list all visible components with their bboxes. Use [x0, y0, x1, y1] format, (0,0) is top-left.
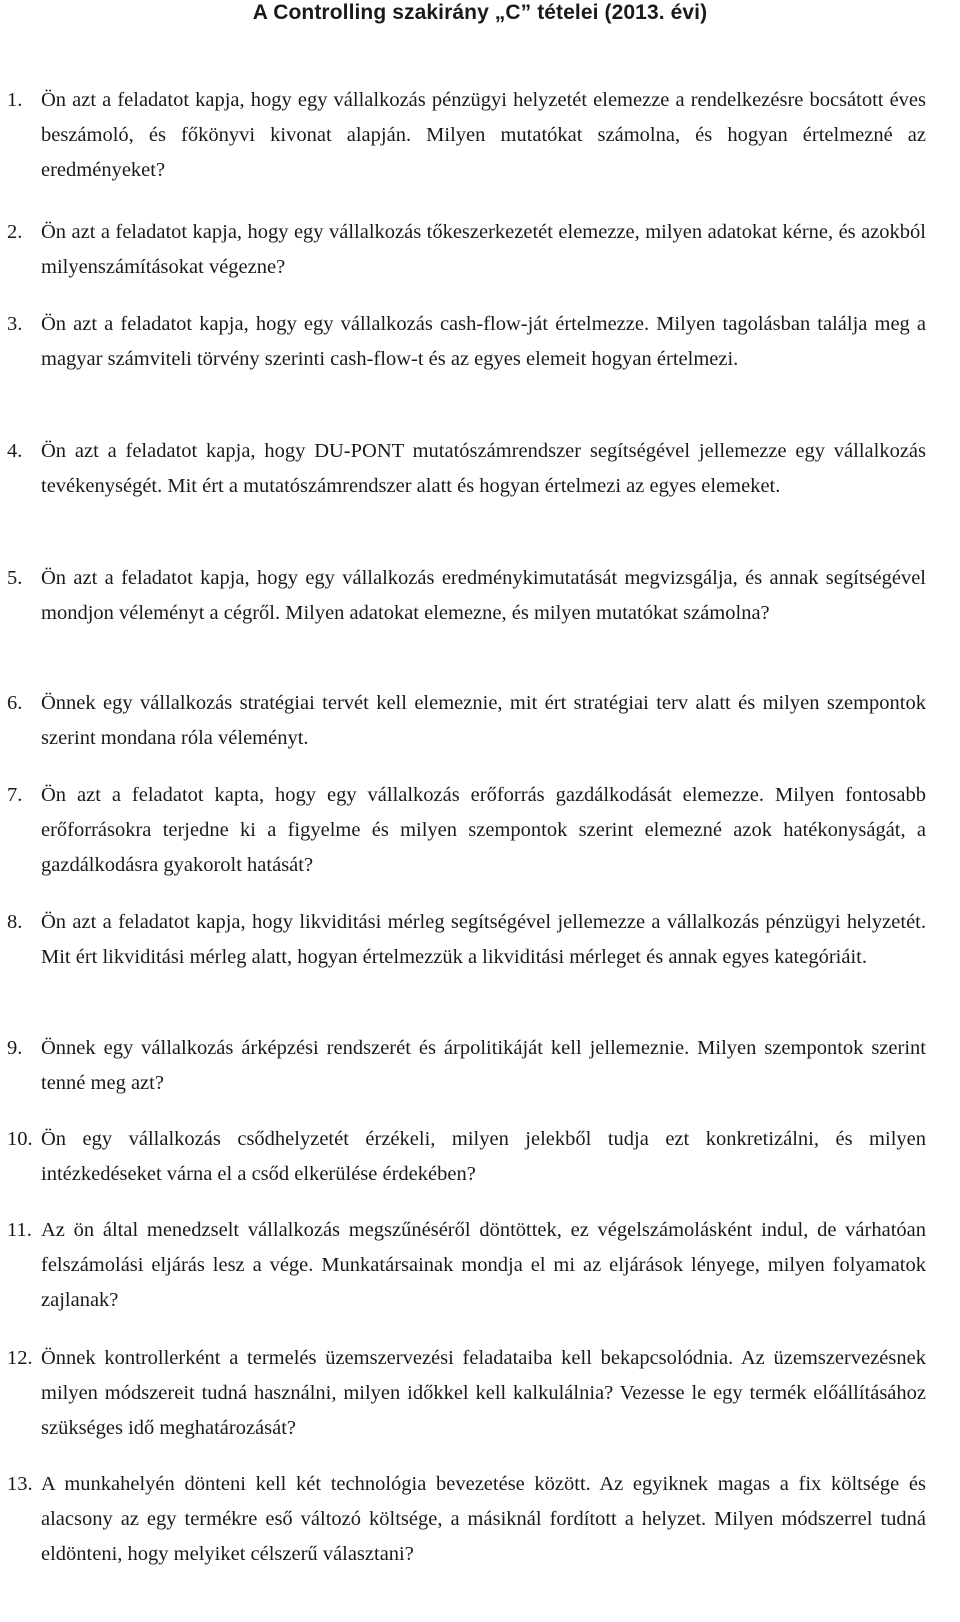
question-number: 5.	[7, 567, 23, 589]
question-text: Ön egy vállalkozás csődhelyzetét érzékeli, milyen jelekből tudja ezt konkretizálni, és milyen intézkedéseket várna el a csőd elkerülése érdekében?	[41, 1128, 926, 1185]
question-number: 10.	[7, 1128, 33, 1150]
question-text: Önnek kontrollerként a termelés üzemszervezési feladataiba kell bekapcsolódnia. Az üzemszervezésnek milyen módszereit tudná használni, milyen időkkel kell kalkulálnia? Vezesse le egy termék előállításához szükséges idő meghatározását?	[41, 1347, 926, 1439]
question-text: Az ön által menedzselt vállalkozás megszűnéséről döntöttek, ez végelszámolásként indul, de várhatóan felszámolási eljárás lesz a vége. Munkatársainak mondja el mi az eljárások lényege, milyen folyamatok zajlanak?	[41, 1219, 926, 1311]
question-text: Ön azt a feladatot kapja, hogy egy vállalkozás cash-flow-ját értelmezze. Milyen tagolásban találja meg a magyar számviteli törvény szerinti cash-flow-t és az egyes elemeit hogyan értelmezi.	[41, 313, 926, 370]
question-item-8	[7, 905, 926, 975]
question-text: A munkahelyén dönteni kell két technológia bevezetése között. Az egyiknek magas a fix költsége és alacsony az egy termékre eső változó költsége, a másiknál fordított a helyzet. Milyen módszerrel tudná eldönteni, hogy melyiket célszerű választani?	[41, 1473, 926, 1565]
question-text: Önnek egy vállalkozás stratégiai tervét kell elemeznie, mit ért stratégiai terv alatt és milyen szempontok szerint mondana róla véleményt.	[41, 692, 926, 749]
document-title: A Controlling szakirány „C” tételei (2013. évi)	[252, 1, 708, 24]
question-number: 8.	[7, 911, 23, 933]
question-item-7	[7, 778, 926, 883]
question-item-10	[7, 1122, 926, 1192]
question-item-13	[7, 1467, 926, 1572]
question-item-5	[7, 561, 926, 631]
question-text: Önnek egy vállalkozás árképzési rendszerét és árpolitikáját kell jellemeznie. Milyen szempontok szerint tenné meg azt?	[41, 1037, 926, 1094]
question-number: 9.	[7, 1037, 23, 1059]
question-number: 12.	[7, 1347, 33, 1369]
question-item-2	[7, 215, 926, 285]
question-number: 11.	[7, 1219, 32, 1241]
question-text: Ön azt a feladatot kapja, hogy egy vállalkozás eredménykimutatását megvizsgálja, és annak segítségével mondjon véleményt a cégről. Milyen adatokat elemezne, és milyen mutatókat számolna?	[41, 567, 926, 624]
question-number: 2.	[7, 221, 23, 243]
question-text: Ön azt a feladatot kapta, hogy egy vállalkozás erőforrás gazdálkodását elemezze. Milyen fontosabb erőforrásokra terjedne ki a figyelme és milyen szempontok szerint elemezné azok hatékonyságát, a gazdálkodásra gyakorolt hatását?	[41, 784, 926, 876]
question-number: 6.	[7, 692, 23, 714]
question-text: Ön azt a feladatot kapja, hogy egy vállalkozás pénzügyi helyzetét elemezze a rendelkezésre bocsátott éves beszámoló, és főkönyvi kivonat alapján. Milyen mutatókat számolna, és hogyan értelmezné az eredményeket?	[41, 89, 926, 181]
question-text: Ön azt a feladatot kapja, hogy likviditási mérleg segítségével jellemezze a vállalkozás pénzügyi helyzetét. Mit ért likviditási mérleg alatt, hogyan értelmezzük a likviditási mérleget és annak egyes kategóriáit.	[41, 911, 926, 968]
question-number: 4.	[7, 440, 23, 462]
question-item-1	[7, 83, 926, 188]
question-text: Ön azt a feladatot kapja, hogy DU-PONT mutatószámrendszer segítségével jellemezze egy vállalkozás tevékenységét. Mit ért a mutatószámrendszer alatt és hogyan értelmezi az egyes elemeket.	[41, 440, 926, 497]
question-item-4	[7, 434, 926, 504]
question-item-6	[7, 686, 926, 756]
question-number: 1.	[7, 89, 23, 111]
question-item-12	[7, 1341, 926, 1446]
question-text: Ön azt a feladatot kapja, hogy egy vállalkozás tőkeszerkezetét elemezze, milyen adatokat kérne, és azokból milyenszámításokat végezne?	[41, 221, 926, 278]
question-number: 13.	[7, 1473, 33, 1495]
question-item-3	[7, 307, 926, 377]
question-number: 7.	[7, 784, 23, 806]
question-item-11	[7, 1213, 926, 1318]
question-item-9	[7, 1031, 926, 1101]
question-number: 3.	[7, 313, 23, 335]
